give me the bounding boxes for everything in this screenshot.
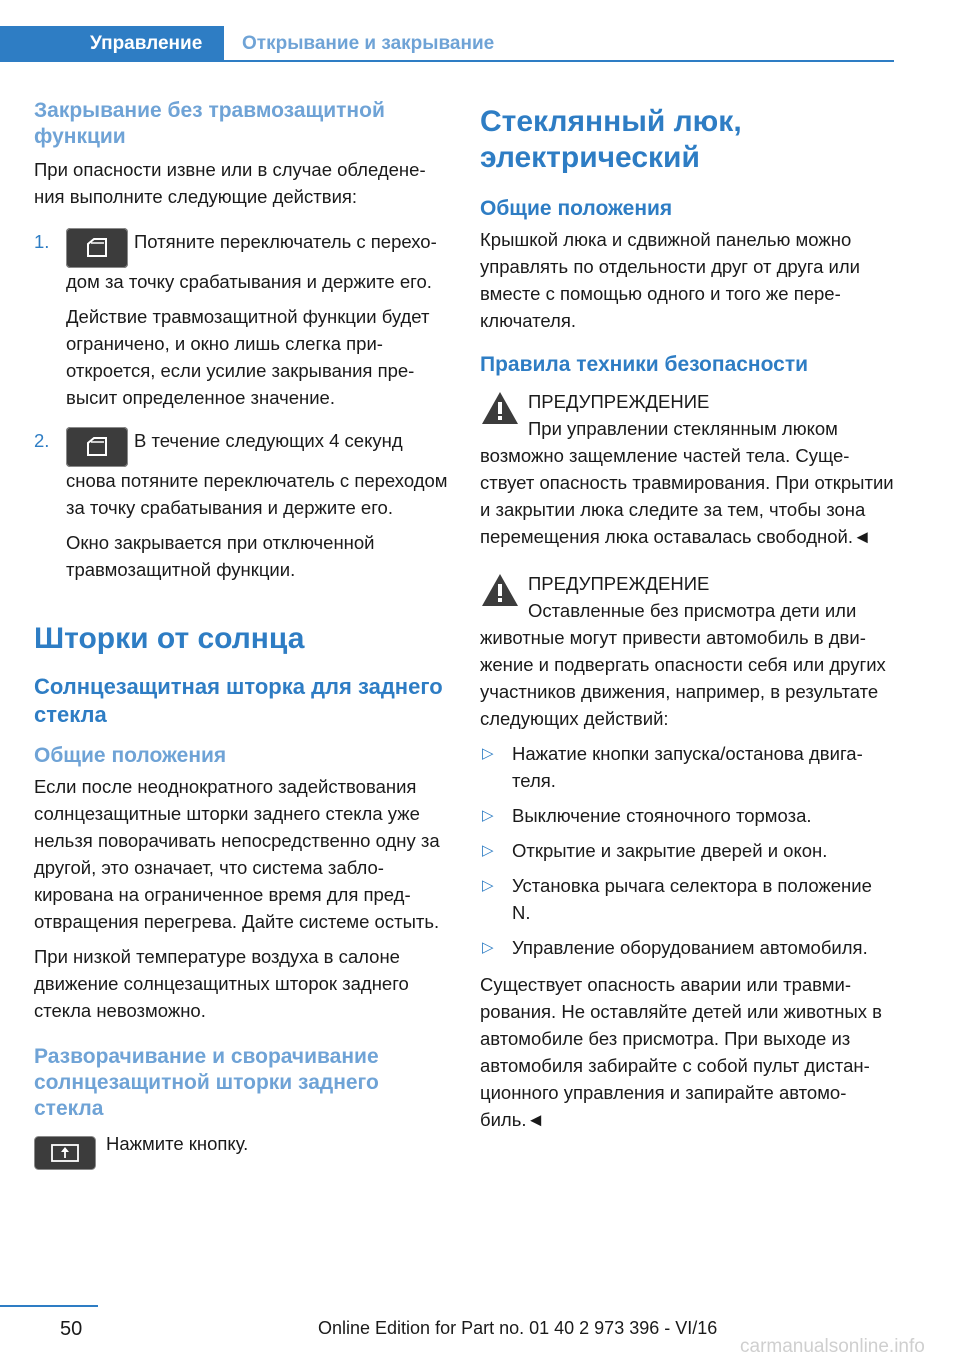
warning-1-title: ПРЕДУПРЕЖДЕНИЕ xyxy=(528,391,710,412)
warning-triangle-icon xyxy=(480,390,520,426)
warning-1-text: При управлении стеклянным люком возможно защемление частей тела. Существует опасность травмирования. При открытии и закрытии люка следите за тем, чтобы зона перемещения люка оставалась свободной.◄ xyxy=(480,418,894,547)
step-2-label: В течение следующих 4 секунд снова потяните переключатель с переходом за точку срабатывания и держите его. xyxy=(66,430,448,518)
step-2-text xyxy=(66,427,448,521)
paragraph-roof-general: Крышкой люка и сдвижной панелью можно управлять по отдельности друг от друга или вместе с помощью одного и того же переключателя. xyxy=(480,229,860,331)
footer-edition: Online Edition for Part no. 01 40 2 973 396 - VI/16 xyxy=(318,1318,718,1338)
warning-2-text: Оставленные без присмотра дети или животные могут привести автомобиль в движение и подвергать опасности себя или других участников движения, например, в результате следующих действий: xyxy=(480,600,886,729)
triangle-bullet-icon: ▷ xyxy=(482,842,494,859)
triangle-bullet-icon: ▷ xyxy=(482,877,494,894)
list-item xyxy=(480,837,894,864)
heading-close-without-protection: Закрывание без травмозащитной функции xyxy=(34,99,385,148)
list-item-text: Установка рычага селектора в положение N. xyxy=(512,875,872,923)
list-item xyxy=(480,802,894,829)
footer-rule xyxy=(0,1305,98,1307)
press-button-row xyxy=(34,1133,448,1176)
step-2-note: Окно закрывается при отключенной травмозащитной функции. xyxy=(66,532,375,580)
warning-1 xyxy=(480,388,894,550)
heading-sun-shades: Шторки от солнца xyxy=(34,622,305,655)
heading-rear-shade: Солнцезащитная шторка для заднего стекла xyxy=(34,674,443,727)
left-column xyxy=(34,98,448,1176)
heading-general-right: Общие положения xyxy=(480,197,673,220)
heading-safety: Правила техники безопасности xyxy=(480,353,809,376)
warning-triangle-icon xyxy=(480,572,520,608)
watermark: carmanualsonline.info xyxy=(740,1336,925,1357)
paragraph-press: Нажмите кнопку. xyxy=(106,1133,249,1154)
step-1-label: Потяните переключатель с переходом за точку срабатывания и держите его. xyxy=(66,231,437,292)
header-tab-active: Управление xyxy=(0,26,224,62)
paragraph-risk: Существует опасность аварии или травмирования. Не оставляйте детей или животных в автомобиле без присмотра. При выходе из автомобиля забирайте с собой пульт дистанционного управления и запирайте автомобиль.◄ xyxy=(480,974,882,1130)
right-column xyxy=(480,104,894,1133)
warning-2 xyxy=(480,570,894,732)
triangle-bullet-icon: ▷ xyxy=(482,939,494,956)
list-item-text: Нажатие кнопки запуска/останова двигателя. xyxy=(512,743,863,791)
list-item xyxy=(480,740,894,794)
paragraph-close: При опасности извне или в случае обледенения выполните следующие действия: xyxy=(34,159,426,207)
warning-2-title: ПРЕДУПРЕЖДЕНИЕ xyxy=(528,573,710,594)
paragraph-general-1: Если после неоднократного задействования солнцезащитные шторки заднего стекла уже нельзя поворачивать непосредственно одну за другой, это означает, что система заблокирована на ограниченное время для предотвращения перегрева. Дайте системе остыть. xyxy=(34,776,440,932)
bullet-list xyxy=(480,740,894,961)
heading-glass-roof: Стеклянный люк, электрический xyxy=(480,105,742,174)
step-2-number: 2. xyxy=(34,430,50,451)
list-item-text: Открытие и закрытие дверей и окон. xyxy=(512,840,828,861)
header-rule xyxy=(0,60,894,62)
triangle-bullet-icon: ▷ xyxy=(482,807,494,824)
list-item xyxy=(480,934,894,961)
list-item xyxy=(480,872,894,926)
page-number: 50 xyxy=(60,1318,83,1340)
step-2 xyxy=(34,427,448,583)
window-switch-icon xyxy=(66,228,128,268)
heading-unfold-shade: Разворачивание и сворачивание солнцезащитной шторки заднего стекла xyxy=(34,1045,379,1120)
header-tab-section: Открывание и закрывание xyxy=(242,33,495,54)
paragraph-general-2: При низкой температуре воздуха в салоне движение солнцезащитных шторок заднего стекла невозможно. xyxy=(34,946,409,1021)
heading-general-left: Общие положения xyxy=(34,744,227,767)
step-1-number: 1. xyxy=(34,231,50,252)
rear-shade-button-icon xyxy=(34,1136,96,1170)
triangle-bullet-icon: ▷ xyxy=(482,745,494,762)
list-item-text: Управление оборудованием автомобиля. xyxy=(512,937,868,958)
step-1 xyxy=(34,228,448,411)
window-switch-icon xyxy=(66,427,128,467)
step-1-text xyxy=(66,228,448,295)
list-item-text: Выключение стояночного тормоза. xyxy=(512,805,812,826)
step-1-note: Действие травмозащитной функции будет ограничено, и окно лишь слегка приоткроется, если усилие закрывания превысит определенное значение. xyxy=(66,306,430,408)
